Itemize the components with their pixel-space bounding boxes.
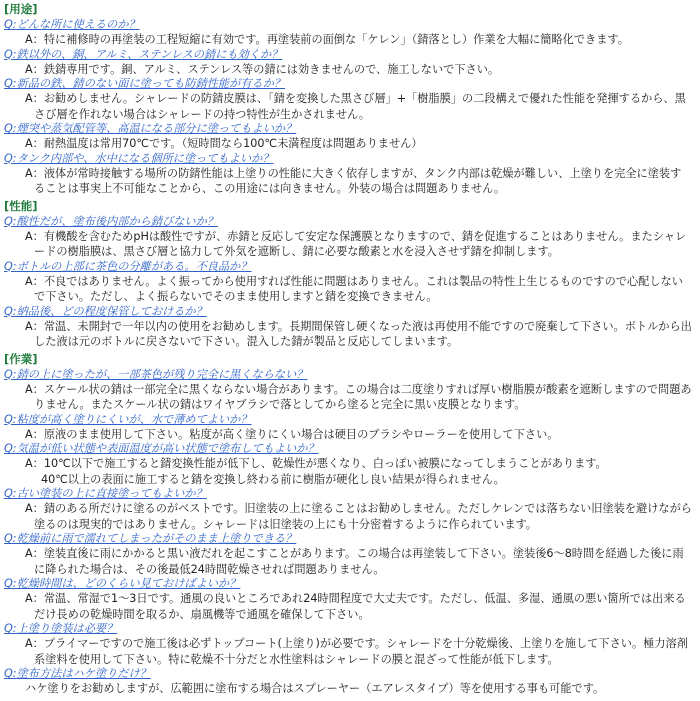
faq-item [4, 305, 694, 350]
faq-question-link[interactable]: Q:古い塗装の上に直接塗ってもよいか？ [4, 487, 207, 500]
faq-document [0, 1, 700, 701]
faq-item [4, 152, 694, 197]
faq-answer: ハケ塗りをお勧めしますが、広範囲に塗布する場合はスプレーヤー（エアレスタイプ）等を使用する事も可能です。 [25, 682, 605, 695]
section-heading: [作業] [4, 351, 38, 366]
faq-item [4, 18, 694, 48]
faq-question-link[interactable]: Q:酸性だが、塗布後内部から錆びないか？ [4, 214, 218, 228]
faq-answer: A：常温、常湿で1〜3日です。通風の良いところであれ24時間程度で大丈夫です。ただし、低温、多湿、通風の悪い箇所では出来るだけ長めの乾燥時間を取るか、扇風機等で通風を確保して下さい。 [25, 592, 686, 621]
faq-answer: A：液体が常時接触する場所の防錆性能は上塗りの性能に大きく依存しますが、タンク内部は乾燥が難しい、上塗りを完全に塗装することは事実上不可能なことから、この用途には向きません。外装の場合は問題ありません。 [25, 166, 682, 195]
faq-answer: A：原液のまま使用して下さい。粘度が高く塗りにくい場合は硬目のブラシやローラーを使用して下さい。 [25, 427, 559, 441]
faq-answer: A：特に補修時の再塗装の工程短縮に有効です。再塗装前の面倒な「ケレン」（錆落とし）作業を大幅に簡略化できます。 [25, 33, 629, 46]
faq-item [4, 622, 694, 667]
faq-answer: A：プライマーですので施工後は必ずトップコート(上塗り)が必要です。シャレードを十分乾燥後、上塗りを施して下さい。極力溶剤系塗料を使用して下さい。特に乾燥不十分だと水性塗料はシャレードの膜と混ざって性能が低下します。 [25, 637, 688, 666]
faq-answer: A：錆のある所だけに塗るのがベストです。旧塗装の上に塗ることはお勧めしません。ただしケレンでは落ちない旧塗装を避けながら塗るのは現実的ではありません。シャレードは旧塗装の上にも十分密着するように作られています。 [25, 502, 692, 531]
faq-item [4, 532, 694, 577]
faq-item [4, 442, 694, 487]
faq-answer: A：スケール状の錆は一部完全に黒くならない場合があります。この場合は二度塗りすれば厚い樹脂膜が酸素を遮断しますので問題ありません。またスケール状の錆はワイヤブラシで落としてから塗ると完全に黒い皮膜となります。 [25, 382, 692, 411]
faq-answer: A：耐熱温度は常用70℃です。（短時間なら100℃未満程度は問題ありません） [25, 137, 423, 150]
faq-item [4, 368, 694, 413]
faq-question-link[interactable]: Q:塗布方法はハケ塗りだけ？ [4, 667, 151, 680]
faq-item [4, 667, 694, 697]
faq-question-link[interactable]: Q:ボトルの上部に茶色の分離がある。不良品か？ [4, 259, 252, 273]
faq-item [4, 215, 694, 260]
faq-question-link[interactable]: Q:乾燥前に雨で濡れてしまったがそのまま上塗りできる？ [4, 532, 297, 545]
section-heading: [性能] [4, 198, 38, 213]
faq-item [4, 487, 694, 532]
faq-answer: A：10℃以下で施工すると錆変換性能が低下し、乾燥性が悪くなり、白っぽい被膜になってしまうことがあります。 [25, 457, 607, 470]
faq-answer-continued: 40℃以上の表面に施工すると錆を変換し終わる前に樹脂が硬化し良い結果が得られません。 [41, 472, 505, 486]
faq-answer: A：不良ではありません。よく振ってから使用すれば性能に問題はありません。これは製品の特性上生じるものですので心配しないで下さい。ただし、よく振らないでそのまま使用しますと錆を変換できません。 [25, 274, 683, 303]
faq-question-link[interactable]: Q:どんな所に使えるのか？ [4, 18, 140, 31]
faq-question-link[interactable]: Q:粘度が高く塗りにくいが、水で薄めてよいか？ [4, 412, 252, 426]
faq-question-link[interactable]: Q:納品後、どの程度保管しておけるか？ [4, 304, 207, 318]
faq-item [4, 577, 694, 622]
faq-question-link[interactable]: Q:気温が低い状態や表面温度が高い状態で塗布してもよいか？ [4, 442, 319, 455]
faq-question-link[interactable]: Q:煙突や蒸気配管等、高温になる部分に塗ってもよいか？ [4, 122, 297, 135]
faq-item [4, 122, 694, 152]
faq-question-link[interactable]: Q:錆の上に塗ったが、一部茶色が残り完全に黒くならない？ [4, 367, 308, 381]
faq-answer: A：常温、未開封で一年以内の使用をお勧めします。長期間保管し硬くなった液は再使用不能ですので廃棄して下さい。ボトルから出した液は元のボトルに戻さないで下さい。混入した錆が製品と反応してしまいます。 [25, 319, 692, 348]
faq-question-link[interactable]: Q:乾燥時間は、どのくらい見ておけばよいか？ [4, 577, 241, 590]
faq-answer: A：塗装直後に雨にかかると黒い液だれを起こすことがあります。この場合は再塗装して下さい。塗装後6〜8時間を経過した後に雨に降られた場合は、その後最低24時間乾燥させれば問題ありません。 [25, 547, 684, 576]
faq-item [4, 48, 694, 78]
faq-item [4, 413, 694, 443]
faq-question-link[interactable]: Q:鉄以外の、銅、アルミ、ステンレスの錆にも効くか？ [4, 47, 283, 61]
faq-item [4, 77, 694, 122]
faq-answer: A：鉄錆専用です。銅、アルミ、ステンレス等の錆には効きませんので、施工しないで下さい。 [25, 62, 500, 76]
faq-question-link[interactable]: Q:新品の鉄、錆のない面に塗っても防錆性能が有るか？ [4, 77, 286, 90]
faq-item [4, 260, 694, 305]
section-heading: [用途] [4, 2, 38, 16]
faq-question-link[interactable]: Q:タンク内部や、水中になる個所に塗ってもよいか？ [4, 151, 274, 165]
faq-answer: A：お勧めしません。シャレードの防錆皮膜は、「錆を変換した黒さび層」+「樹脂膜」の二段構えで優れた性能を発揮するから、黒さび層を作れない場合はシャレードの持つ特性が生かされません。 [25, 92, 686, 121]
faq-question-link[interactable]: Q:上塗り塗装は必要？ [4, 622, 118, 635]
faq-answer: A：有機酸を含むためpHは酸性ですが、赤錆と反応して安定な保護膜となりますので、錆を促進することはありません。またシャレードの樹脂膜は、黒さび層と協力して外気を遮断し、錆に必要な酸素と水を浸入させず錆を抑制します。 [25, 229, 687, 258]
